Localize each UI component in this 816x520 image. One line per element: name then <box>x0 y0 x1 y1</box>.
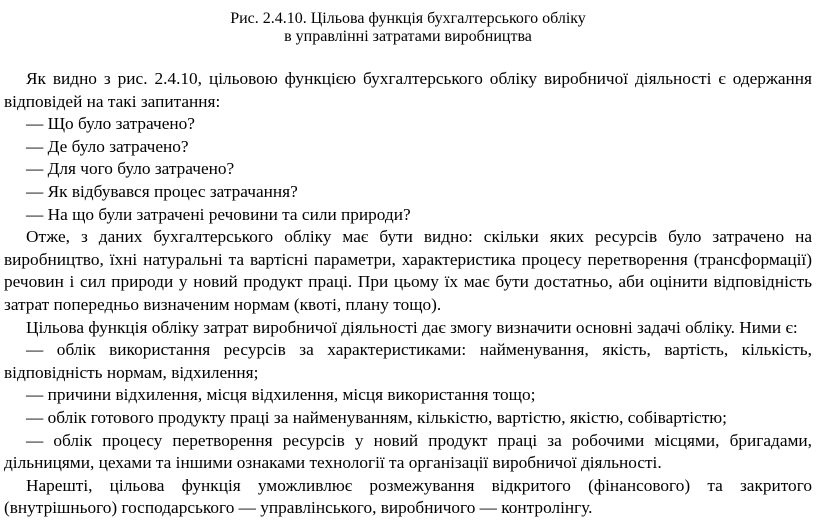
document-body <box>4 68 812 520</box>
conclusion-paragraph: Отже, з даних бухгалтерського обліку має бути видно: скільки яких ресурсів було затрачено на виробництво, їхні натуральні та вартісні параметри, характеристика процесу перетворення (трансформації) речовин і сил природи у новий продукт праці. При цьому їх має бути достатньо, аби оцінити відповідність затрат попередньо визначеним нормам (квоті, плану тощо). <box>4 227 812 314</box>
question-item: — На що були затрачені речовини та сили природи? <box>26 204 411 224</box>
task-item: — причини відхилення, місця відхилення, місця використання тощо; <box>26 385 536 405</box>
final-paragraph: Нарешті, цільова функція уможливлює розмежування відкритого (фінансового) та закритого (внутрішнього) господарського — управлінського, виробничого — контролінгу. <box>4 475 812 518</box>
question-item: — Для чого було затрачено? <box>26 159 235 179</box>
question-item: — Як відбувався процес затрачання? <box>26 181 298 201</box>
caption-line-1: Рис. 2.4.10. Цільова функція бухгалтерського обліку <box>230 10 586 27</box>
question-item: — Що було затрачено? <box>26 114 195 134</box>
tasks-intro-paragraph: Цільова функція обліку затрат виробничої діяльності дає змогу визначити основні задачі обліку. Ними є: <box>26 317 798 337</box>
caption-line-2: в управлінні затратами виробництва <box>284 28 532 45</box>
task-item: — облік процесу перетворення ресурсів у новий продукт праці за робочими місцями, бригадами, дільницями, цехами та іншими ознаками технології та організації виробничої діяльності. <box>4 430 812 473</box>
intro-paragraph: Як видно з рис. 2.4.10, цільовою функцією бухгалтерського обліку виробничої діяльності є одержання відповідей на такі запитання: <box>4 69 812 111</box>
task-item: — облік готового продукту праці за найменуванням, кількістю, вартістю, якістю, собівартістю; <box>26 407 727 427</box>
task-item: — облік використання ресурсів за характеристиками: найменування, якість, вартість, кількість, відповідність нормам, відхилення; <box>4 340 812 382</box>
question-item: — Де було затрачено? <box>26 136 189 156</box>
figure-caption <box>4 0 812 46</box>
